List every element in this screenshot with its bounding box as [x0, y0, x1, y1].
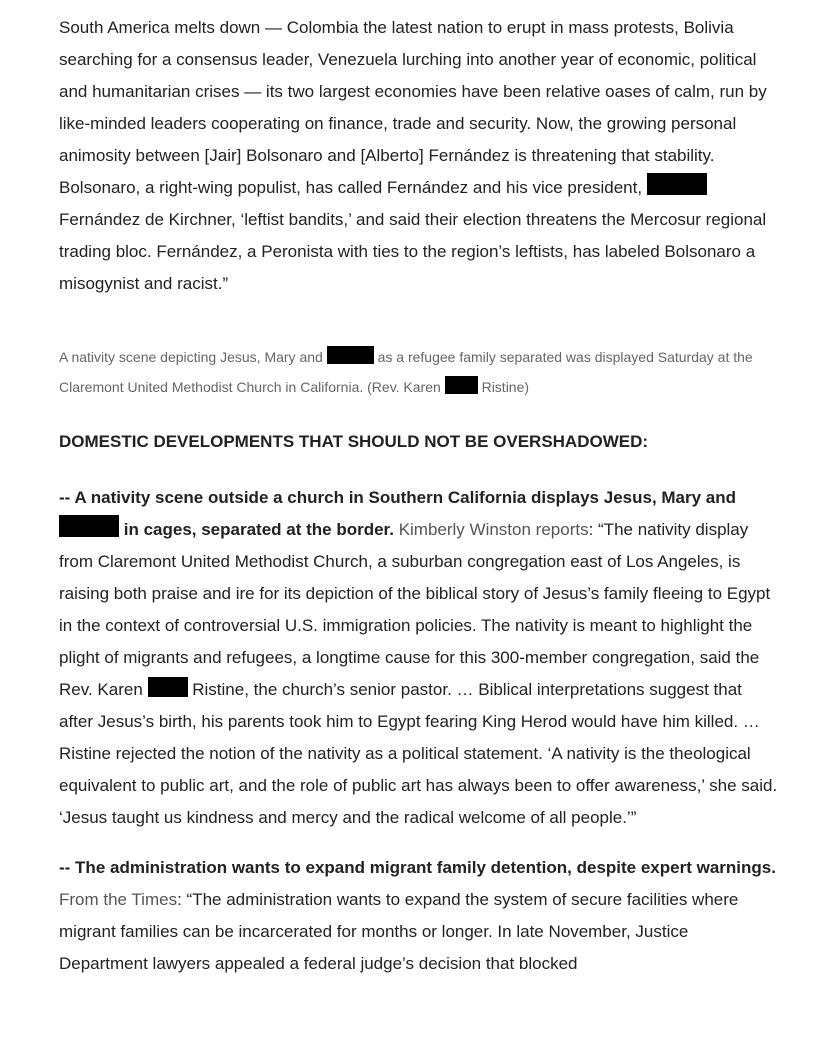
item1-lead-a: -- A nativity scene outside a church in Southern California displays Jesus, Mary and: [59, 488, 737, 507]
redaction-box: [59, 515, 119, 537]
item1-text-a: : “The nativity display from Claremont United Methodist Church, a suburban congregation east of Los Angeles, is raising both praise and ire for its depiction of the biblical story of Jesus’s family fleeing to Egypt in the context of controversial U.S. immigration policies. The nativity is meant to highlight the plight of migrants and refugees, a longtime cause for this 300-member congregation, said the Rev. Karen: [59, 520, 771, 699]
item1-text-b: Ristine, the church’s senior pastor. … Biblical interpretations suggest that after Jesus’s birth, his parents took him to Egypt fearing King Herod would have him killed. … Ristine rejected the notion of the nativity as a political statement. ‘A nativity is the theological equivalent to public art, and the role of public art has always been to offer awareness,’ she said. ‘Jesus taught us kindness and mercy and the radical welcome of all people.’”: [59, 680, 778, 827]
item1-source-link[interactable]: Kimberly Winston reports: [398, 520, 589, 539]
redaction-box: [445, 376, 478, 394]
item2-lead: -- The administration wants to expand migrant family detention, despite expert warnings.: [59, 858, 776, 877]
redaction-box: [647, 173, 707, 195]
news-item-detention: [59, 852, 779, 980]
item1-lead-b: in cages, separated at the border.: [123, 520, 394, 539]
caption-part1: A nativity scene depicting Jesus, Mary and: [59, 349, 323, 365]
news-item-nativity: [59, 482, 779, 834]
redaction-box: [148, 677, 188, 697]
item2-source-link[interactable]: From the Times: [59, 890, 178, 909]
intro-paragraph: [59, 12, 779, 300]
caption-part2: as a refugee family separated was displayed Saturday at the Claremont United Methodist Church in California. (Rev. Karen: [59, 349, 753, 395]
caption-part3: Ristine): [481, 379, 530, 395]
document-page: [59, 12, 779, 980]
intro-text-part1: South America melts down — Colombia the latest nation to erupt in mass protests, Bolivia searching for a consensus leader, Venezuela lurching into another year of economic, political and humanitarian crises — its two largest economies have been relative oases of calm, run by like-minded leaders cooperating on finance, trade and security. Now, the growing personal animosity between [Jair] Bolsonaro and [Alberto] Fernández is threatening that stability. Bolsonaro, a right-wing populist, has called Fernández and his vice president,: [59, 18, 767, 197]
section-heading: DOMESTIC DEVELOPMENTS THAT SHOULD NOT BE OVERSHADOWED:: [59, 432, 649, 451]
photo-caption: [59, 342, 779, 402]
item2-text: : “The administration wants to expand the system of secure facilities where migrant families can be incarcerated for months or longer. In late November, Justice Department lawyers appealed a federal judge’s decision that blocked: [59, 890, 739, 973]
redaction-box: [327, 346, 374, 364]
intro-text-part2: Fernández de Kirchner, ‘leftist bandits,’ and said their election threatens the Mercosur regional trading bloc. Fernández, a Peronista with ties to the region’s leftists, has labeled Bolsonaro a misogynist and racist.”: [59, 210, 767, 293]
